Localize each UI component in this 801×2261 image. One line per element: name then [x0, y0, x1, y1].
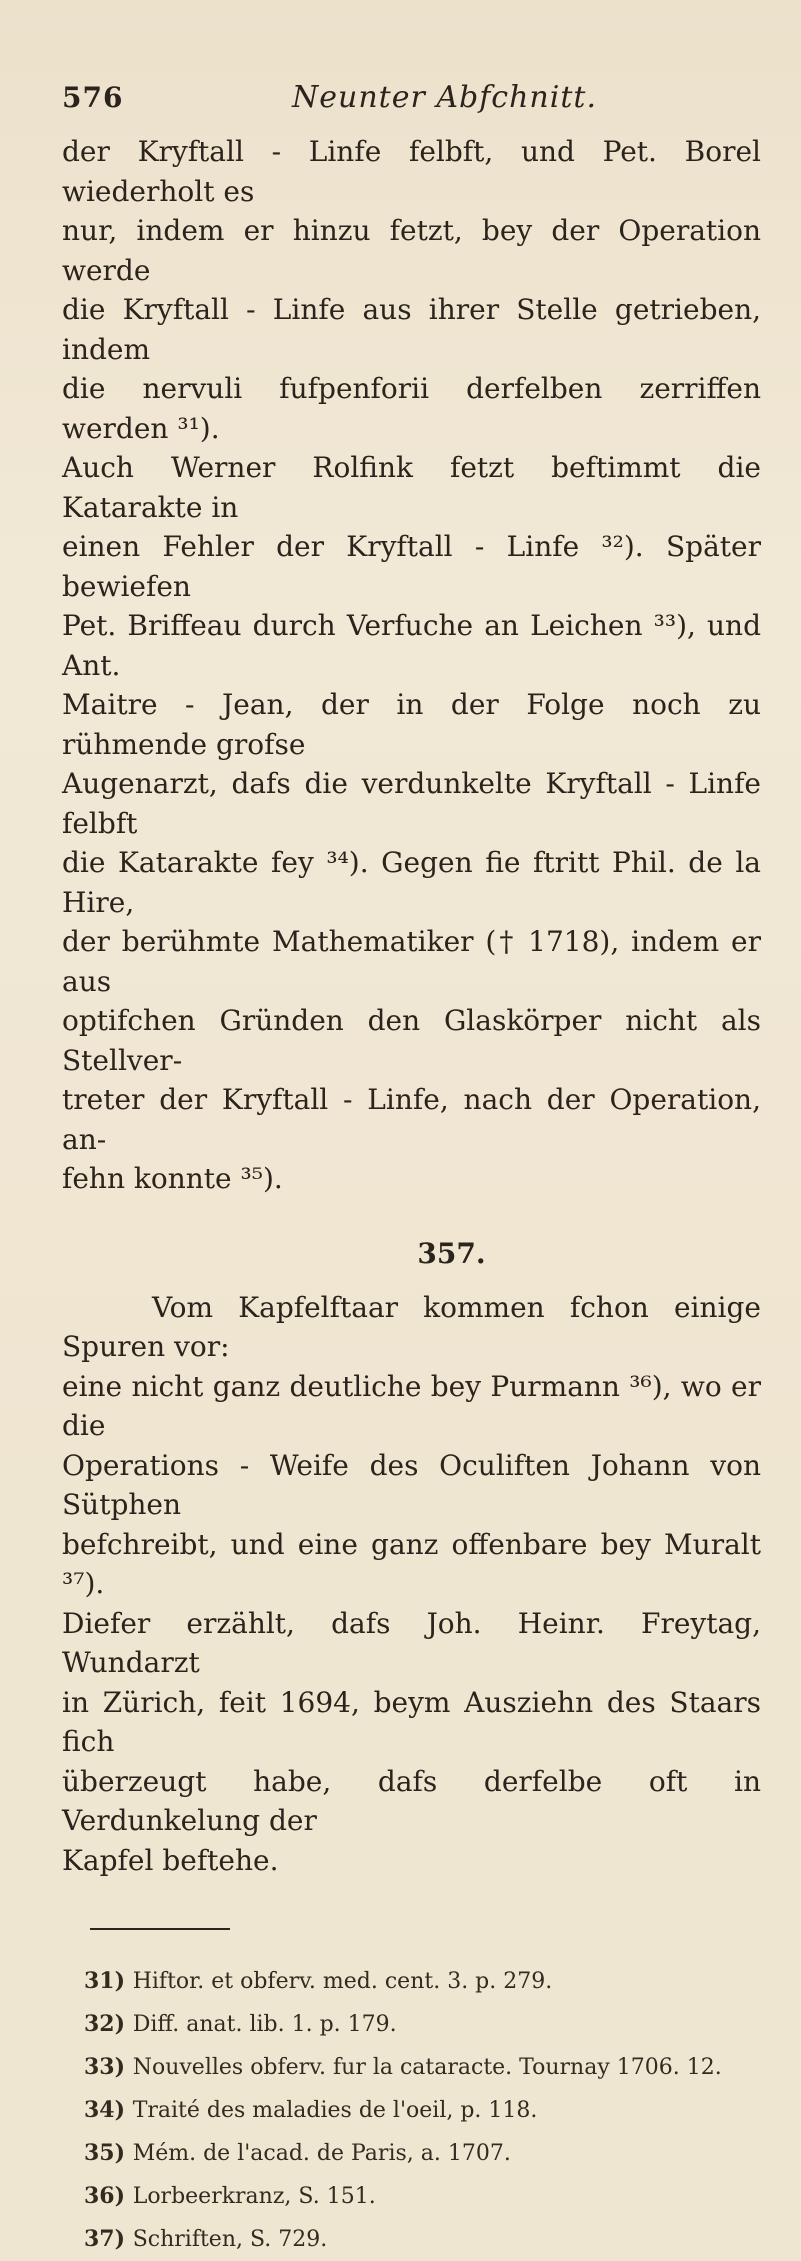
- footnote-number: 35): [84, 2140, 126, 2166]
- footnote-text: Diff. anat. lib. 1. p. 179.: [132, 2012, 397, 2037]
- footnote-number: 31): [84, 1968, 126, 1994]
- footnote-32: [84, 2003, 761, 2046]
- footnote-divider: [90, 1928, 230, 1930]
- footnote-37: [84, 2218, 761, 2261]
- footnote-number: 33): [84, 2054, 126, 2080]
- body-paragraph-2: Vom Kapfelftaar kommen fchon einige Spuren vor: eine nicht ganz deutliche bey Purmann ³⁶), wo er die Operations - Weife des Oculiften Johann von Sütphen befchreibt, und eine ganz offenbare bey Muralt ³⁷). Diefer erzählt, dafs Joh. Heinr. Freytag, Wundarzt in Zürich, feit 1694, beym Ausziehn des Staars fich überzeugt habe, dafs derfelbe oft in Verdunkelung der Kapfel beftehe.: [62, 1290, 761, 1877]
- footnote-35: [84, 2132, 761, 2175]
- body-paragraph-1: der Kryftall - Linfe felbft, und Pet. Borel wiederholt es nur, indem er hinzu fetzt, bey der Operation werde die Kryftall - Linfe aus ihrer Stelle getrieben, indem die nervuli fufpenforii derfelben zerriffen werden ³¹). Auch Werner Rolfink fetzt beftimmt die Katarakte in einen Fehler der Kryftall - Linfe ³²). Später bewiefen Pet. Briffeau durch Verfuche an Leichen ³³), und Ant. Maitre - Jean, der in der Folge noch zu rühmende grofse Augenarzt, dafs die verdunkelte Kryftall - Linfe felbft die Katarakte fey ³⁴). Gegen fie ftritt Phil. de la Hire, der berühmte Mathematiker († 1718), indem er aus optifchen Gründen den Glaskörper nicht als Stellver- treter der Kryftall - Linfe, nach der Operation, an- fehn konnte ³⁵).: [62, 135, 761, 1195]
- footnote-text: Schriften, S. 729.: [132, 2227, 328, 2252]
- footnote-number: 34): [84, 2097, 126, 2123]
- footnote-text: Hiftor. et obferv. med. cent. 3. p. 279.: [132, 1969, 553, 1994]
- footnote-33: [84, 2046, 761, 2089]
- footnote-text: Mém. de l'acad. de Paris, a. 1707.: [132, 2141, 511, 2166]
- footnote-number: 37): [84, 2226, 126, 2252]
- footnote-36: [84, 2175, 761, 2218]
- footnote-text: Lorbeerkranz, S. 151.: [132, 2184, 376, 2209]
- footnote-number: 32): [84, 2011, 126, 2037]
- page-number: 576: [62, 81, 124, 114]
- running-head: Neunter Abfchnitt.: [292, 80, 597, 115]
- footnotes-list: [62, 1960, 761, 2261]
- footnote-31: [84, 1960, 761, 2003]
- footnote-text: Nouvelles obferv. fur la cataracte. Tournay 1706. 12.: [132, 2055, 722, 2080]
- footnote-number: 36): [84, 2183, 126, 2209]
- footnote-text: Traité des maladies de l'oeil, p. 118.: [132, 2098, 538, 2123]
- footnote-34: [84, 2089, 761, 2132]
- page-header: [62, 80, 761, 124]
- section-number: 357.: [417, 1236, 486, 1270]
